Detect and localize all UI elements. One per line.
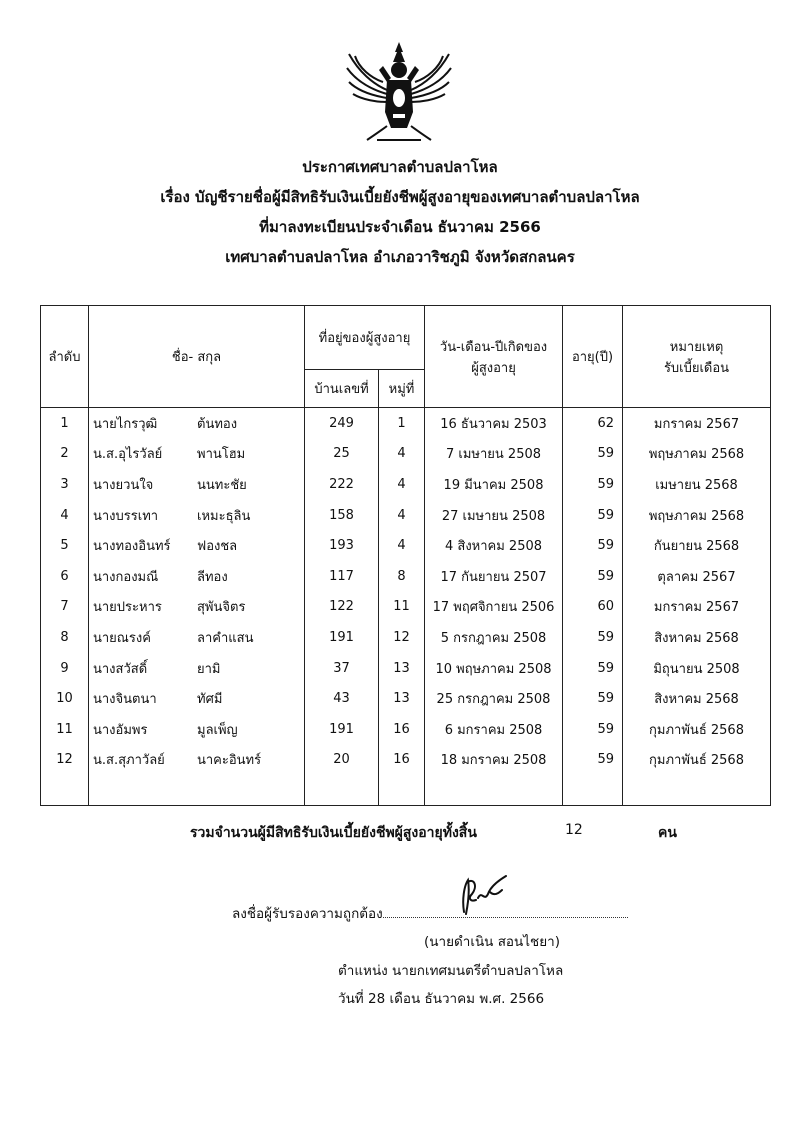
row-no: 2 bbox=[41, 439, 89, 470]
total-unit: คน bbox=[658, 825, 677, 841]
row-last-name: มูลเพ็ญ bbox=[197, 722, 238, 738]
row-last-name: เหมะธุลิน bbox=[197, 508, 251, 524]
signer-name: (นายดำเนิน สอนไชยา) bbox=[424, 934, 560, 950]
row-first-name: นายประหาร bbox=[93, 600, 162, 616]
row-first-name: น.ส.สุภาวัลย์ bbox=[93, 753, 165, 769]
row-village-no: 4 bbox=[379, 500, 425, 531]
table-row bbox=[41, 622, 771, 653]
row-no: 8 bbox=[41, 622, 89, 653]
row-age: 59 bbox=[563, 500, 623, 531]
row-first-name: นางอัมพร bbox=[93, 722, 148, 738]
table-row-empty bbox=[41, 775, 771, 806]
document-date: วันที่ 28 เดือน ธันวาคม พ.ศ. 2566 bbox=[338, 991, 545, 1007]
row-first-name: นางยวนใจ bbox=[93, 477, 154, 493]
row-no: 3 bbox=[41, 469, 89, 500]
row-note: มกราคม 2567 bbox=[623, 592, 771, 623]
total-label: รวมจำนวนผู้มีสิทธิรับเงินเบี้ยยังชีพผู้สูงอายุทั้งสิ้น bbox=[190, 825, 477, 841]
table-row bbox=[41, 408, 771, 439]
table-row bbox=[41, 714, 771, 745]
row-note: สิงหาคม 2568 bbox=[623, 622, 771, 653]
row-birth-date: 25 กรกฎาคม 2508 bbox=[425, 683, 563, 714]
row-house-no: 37 bbox=[305, 653, 379, 684]
header-house-no: บ้านเลขที่ bbox=[305, 370, 379, 408]
row-first-name: นางทองอินทร์ bbox=[93, 539, 171, 555]
header-birth-date bbox=[425, 306, 563, 408]
row-birth-date: 10 พฤษภาคม 2508 bbox=[425, 653, 563, 684]
row-note: ตุลาคม 2567 bbox=[623, 561, 771, 592]
row-house-no: 25 bbox=[305, 439, 379, 470]
row-age: 59 bbox=[563, 561, 623, 592]
header-line-announcement: ประกาศเทศบาลตำบลปลาโหล bbox=[302, 158, 498, 176]
row-first-name: นายไกรวุฒิ bbox=[93, 416, 158, 432]
row-last-name: นนทะชัย bbox=[197, 477, 247, 493]
row-note: กุมภาพันธ์ 2568 bbox=[623, 745, 771, 776]
row-note: กันยายน 2568 bbox=[623, 530, 771, 561]
row-age: 59 bbox=[563, 745, 623, 776]
header-birth-line2: ผู้สูงอายุ bbox=[471, 360, 516, 376]
row-age: 59 bbox=[563, 439, 623, 470]
row-age: 59 bbox=[563, 530, 623, 561]
header-birth-line1: วัน-เดือน-ปีเกิดของ bbox=[439, 339, 548, 355]
row-no: 7 bbox=[41, 592, 89, 623]
row-village-no: 12 bbox=[379, 622, 425, 653]
row-last-name: ยามิ bbox=[197, 661, 221, 677]
row-last-name: ฟองชล bbox=[197, 539, 238, 555]
empty-cell bbox=[305, 775, 379, 806]
garuda-emblem-icon bbox=[343, 42, 455, 144]
row-age: 59 bbox=[563, 653, 623, 684]
empty-cell bbox=[623, 775, 771, 806]
certify-line bbox=[232, 902, 628, 924]
table-row bbox=[41, 561, 771, 592]
table-row bbox=[41, 439, 771, 470]
row-note: พฤษภาคม 2568 bbox=[623, 500, 771, 531]
row-name bbox=[89, 408, 305, 439]
row-house-no: 122 bbox=[305, 592, 379, 623]
row-no: 9 bbox=[41, 653, 89, 684]
handwritten-signature-icon bbox=[456, 872, 514, 918]
row-age: 59 bbox=[563, 469, 623, 500]
row-birth-date: 19 มีนาคม 2508 bbox=[425, 469, 563, 500]
row-name bbox=[89, 592, 305, 623]
row-no: 4 bbox=[41, 500, 89, 531]
row-birth-date: 17 พฤศจิกายน 2506 bbox=[425, 592, 563, 623]
row-first-name: นางกองมณี bbox=[93, 569, 159, 585]
row-name bbox=[89, 561, 305, 592]
row-note: เมษายน 2568 bbox=[623, 469, 771, 500]
row-note: มิถุนายน 2508 bbox=[623, 653, 771, 684]
row-birth-date: 17 กันยายน 2507 bbox=[425, 561, 563, 592]
row-no: 5 bbox=[41, 530, 89, 561]
document-header bbox=[0, 152, 800, 272]
row-birth-date: 7 เมษายน 2508 bbox=[425, 439, 563, 470]
header-note bbox=[623, 306, 771, 408]
row-no: 1 bbox=[41, 408, 89, 439]
row-age: 59 bbox=[563, 622, 623, 653]
row-house-no: 20 bbox=[305, 745, 379, 776]
row-village-no: 11 bbox=[379, 592, 425, 623]
row-name bbox=[89, 500, 305, 531]
row-house-no: 158 bbox=[305, 500, 379, 531]
row-age: 59 bbox=[563, 683, 623, 714]
row-house-no: 43 bbox=[305, 683, 379, 714]
row-note: กุมภาพันธ์ 2568 bbox=[623, 714, 771, 745]
row-name bbox=[89, 683, 305, 714]
row-first-name: นางจินตนา bbox=[93, 692, 157, 708]
row-last-name: พานโฮม bbox=[197, 447, 246, 463]
row-no: 11 bbox=[41, 714, 89, 745]
empty-cell bbox=[425, 775, 563, 806]
row-house-no: 117 bbox=[305, 561, 379, 592]
header-name: ชื่อ- สกุล bbox=[89, 306, 305, 408]
row-no: 12 bbox=[41, 745, 89, 776]
row-birth-date: 5 กรกฎาคม 2508 bbox=[425, 622, 563, 653]
row-last-name: ลาคำแสน bbox=[197, 630, 254, 646]
table-row bbox=[41, 592, 771, 623]
empty-cell bbox=[563, 775, 623, 806]
signer-position: ตำแหน่ง นายกเทศมนตรีตำบลปลาโหล bbox=[338, 963, 564, 979]
table-row bbox=[41, 500, 771, 531]
row-last-name: ต้นทอง bbox=[197, 416, 238, 432]
row-first-name: นางสวัสดิ์ bbox=[93, 661, 148, 677]
row-house-no: 191 bbox=[305, 622, 379, 653]
table-row bbox=[41, 683, 771, 714]
header-village-no: หมู่ที่ bbox=[379, 370, 425, 408]
row-village-no: 13 bbox=[379, 653, 425, 684]
row-first-name: น.ส.อุไรวัลย์ bbox=[93, 447, 163, 463]
row-name bbox=[89, 653, 305, 684]
row-first-name: นายณรงค์ bbox=[93, 630, 151, 646]
row-name bbox=[89, 622, 305, 653]
row-last-name: ทัศมี bbox=[197, 692, 223, 708]
row-house-no: 193 bbox=[305, 530, 379, 561]
row-no: 6 bbox=[41, 561, 89, 592]
row-village-no: 4 bbox=[379, 469, 425, 500]
row-village-no: 1 bbox=[379, 408, 425, 439]
header-line-registration-month: ที่มาลงทะเบียนประจำเดือน ธันวาคม 2566 bbox=[259, 218, 541, 236]
row-house-no: 222 bbox=[305, 469, 379, 500]
row-birth-date: 4 สิงหาคม 2508 bbox=[425, 530, 563, 561]
row-name bbox=[89, 745, 305, 776]
header-note-line1: หมายเหตุ bbox=[669, 339, 724, 355]
row-note: พฤษภาคม 2568 bbox=[623, 439, 771, 470]
row-village-no: 8 bbox=[379, 561, 425, 592]
row-birth-date: 6 มกราคม 2508 bbox=[425, 714, 563, 745]
row-name bbox=[89, 530, 305, 561]
certify-label: ลงชื่อผู้รับรองความถูกต้อง bbox=[232, 906, 383, 922]
row-birth-date: 16 ธันวาคม 2503 bbox=[425, 408, 563, 439]
row-last-name: นาคะอินทร์ bbox=[197, 753, 262, 769]
header-line-subject: เรื่อง บัญชีรายชื่อผู้มีสิทธิรับเงินเบี้ยยังชีพผู้สูงอายุของเทศบาลตำบลปลาโหล bbox=[160, 188, 640, 206]
row-age: 62 bbox=[563, 408, 623, 439]
row-last-name: สุพันจิตร bbox=[197, 600, 246, 616]
row-village-no: 13 bbox=[379, 683, 425, 714]
row-name bbox=[89, 469, 305, 500]
row-village-no: 16 bbox=[379, 714, 425, 745]
empty-cell bbox=[89, 775, 305, 806]
elderly-allowance-table bbox=[40, 305, 771, 806]
header-line-municipality: เทศบาลตำบลปลาโหล อำเภอวาริชภูมิ จังหวัดสกลนคร bbox=[225, 248, 575, 266]
row-age: 60 bbox=[563, 592, 623, 623]
row-age: 59 bbox=[563, 714, 623, 745]
table-row bbox=[41, 530, 771, 561]
total-count: 12 bbox=[565, 822, 583, 838]
row-birth-date: 18 มกราคม 2508 bbox=[425, 745, 563, 776]
row-no: 10 bbox=[41, 683, 89, 714]
row-first-name: นางบรรเทา bbox=[93, 508, 159, 524]
row-last-name: ลีทอง bbox=[197, 569, 228, 585]
table-row bbox=[41, 653, 771, 684]
header-no: ลำดับ bbox=[41, 306, 89, 408]
row-note: สิงหาคม 2568 bbox=[623, 683, 771, 714]
row-note: มกราคม 2567 bbox=[623, 408, 771, 439]
row-name bbox=[89, 439, 305, 470]
empty-cell bbox=[379, 775, 425, 806]
row-village-no: 4 bbox=[379, 439, 425, 470]
row-house-no: 191 bbox=[305, 714, 379, 745]
row-name bbox=[89, 714, 305, 745]
row-birth-date: 27 เมษายน 2508 bbox=[425, 500, 563, 531]
table-row bbox=[41, 745, 771, 776]
empty-cell bbox=[41, 775, 89, 806]
row-house-no: 249 bbox=[305, 408, 379, 439]
row-village-no: 16 bbox=[379, 745, 425, 776]
row-village-no: 4 bbox=[379, 530, 425, 561]
header-age: อายุ(ปี) bbox=[563, 306, 623, 408]
header-address: ที่อยู่ของผู้สูงอายุ bbox=[305, 306, 425, 370]
table-row bbox=[41, 469, 771, 500]
header-note-line2: รับเบี้ยเดือน bbox=[663, 360, 730, 376]
